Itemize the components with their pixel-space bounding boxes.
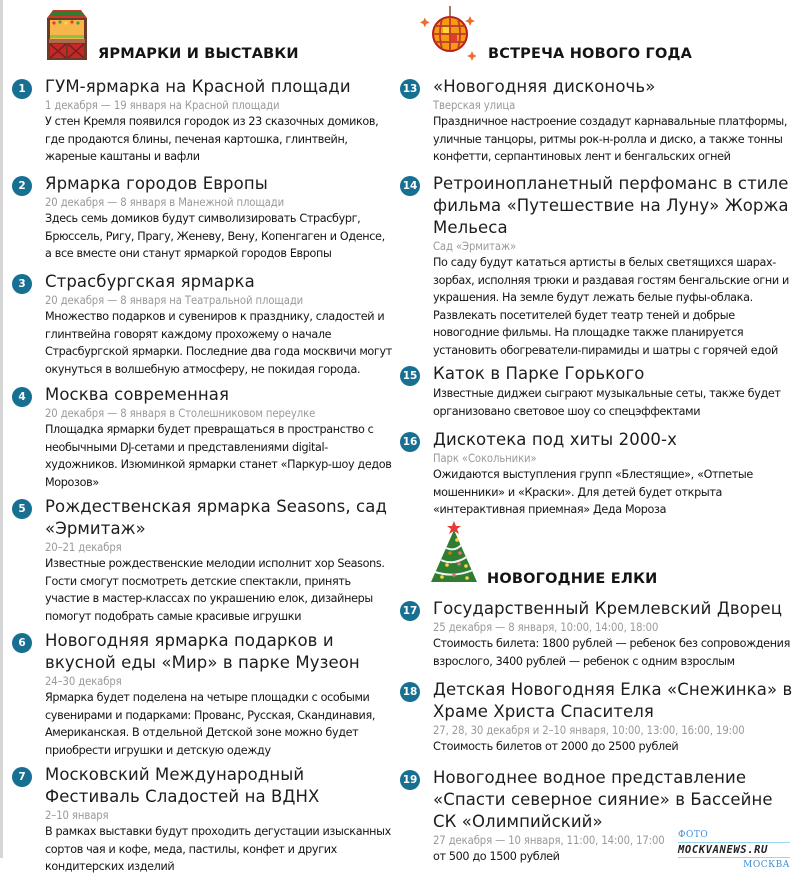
item-description: Ярмарка будет поделена на четыре площадки с особыми сувенирами и подарками: Прованс, Русская, Скандинавия, Американская. В отдельной Детской зоне можно будет приобрести игрушки и детскую одежду (45, 691, 376, 757)
item-title: Дискотека под хиты 2000-х (433, 430, 677, 449)
item-meta: 24–30 декабря (45, 675, 122, 688)
item-description: Известные диджеи сыграют музыкальные сеты, также будет организовано световое шоу со спецэффектами (433, 387, 781, 418)
item-meta: 2–10 января (45, 809, 109, 822)
item-number-badge: 18 (400, 682, 420, 702)
watermark-city: МОСКВА (743, 860, 790, 870)
item-number-badge: 1 (12, 79, 32, 99)
section-header-trees (400, 516, 795, 586)
item-title: ГУМ-ярмарка на Красной площади (45, 77, 351, 96)
watermark-site: MOCKVANEWS.RU (678, 842, 790, 858)
item-title: Каток в Парке Горького (433, 364, 645, 383)
item-number-badge: 2 (12, 176, 32, 196)
item-number-badge: 6 (12, 633, 32, 653)
item-number-badge: 14 (400, 176, 420, 196)
item-number-badge: 3 (12, 274, 32, 294)
item-number-badge: 16 (400, 432, 420, 452)
item-number-badge: 5 (12, 499, 32, 519)
item-number-badge: 17 (400, 601, 420, 621)
disco-ball-icon (420, 6, 476, 68)
item-description: Площадка ярмарки будет превращаться в пространство с необычными DJ-сетами и представлениями digital-художников. Изюминкой ярмарки станет «Паркур-шоу дедов Морозов» (45, 423, 392, 489)
item-title: Детская Новогодняя Елка «Снежинка» в Храме Христа Спасителя (433, 680, 793, 721)
item-description: Ожидаются выступления групп «Блестящие», «Отпетые мошенники» и «Краски». Для детей будет открыта «интерактивная приемная» Деда Мороза (433, 468, 753, 517)
item-description: Праздничное настроение создадут карнавальные платформы, уличные танцоры, ритмы рок-н-ролла и диско, а также тонны конфетти, серпантиновых лент и бенгальских огней (433, 115, 788, 164)
item-number-badge: 13 (400, 79, 420, 99)
section-title: НОВОГОДНИЕ ЕЛКИ (487, 571, 658, 587)
left-border (0, 0, 3, 858)
item-number-badge: 7 (12, 767, 32, 787)
item-meta: 20 декабря — 8 января в Столешниковом переулке (45, 407, 316, 420)
item-meta: 25 декабря — 8 января, 10:00, 14:00, 18:00 (433, 621, 659, 634)
item-title: Рождественская ярмарка Seasons, сад «Эрмитаж» (45, 497, 387, 538)
section-title: ЯРМАРКИ И ВЫСТАВКИ (98, 46, 299, 62)
item-title: Ярмарка городов Европы (45, 174, 268, 193)
item-description: Известные рождественские мелодии исполнит хор Seasons. Гости смогут посмотреть детские спектакли, принять участие в мастер-классах по украшению елок, дизайнеры помогут подобрать самые красивые игрушки (45, 557, 385, 623)
item-description: У стен Кремля появился городок из 23 сказочных домиков, где продаются блины, печеная картошка, глинтвейн, жареные каштаны и вафли (45, 115, 379, 164)
item-title: Московский Международный Фестиваль Сладостей на ВДНХ (45, 765, 320, 806)
photo-watermark (678, 830, 790, 870)
item-meta: Парк «Сокольники» (433, 452, 537, 465)
item-description: Стоимость билета: 1800 рублей — ребенок без сопровождения взрослого, 3400 рублей — ребенок с одним взрослым (433, 637, 790, 668)
item-meta: 20–21 декабря (45, 541, 122, 554)
item-title: Москва современная (45, 385, 229, 404)
item-number-badge: 19 (400, 770, 420, 790)
market-stall-icon (45, 8, 89, 64)
christmas-tree-icon (430, 520, 478, 588)
section-header-new-year (400, 0, 795, 70)
section-header-fairs (12, 0, 392, 70)
item-number-badge: 4 (12, 387, 32, 407)
item-title: Новогодняя ярмарка подарков и вкусной еды «Мир» в парке Музеон (45, 631, 360, 672)
item-title: Новогоднее водное представление «Спасти северное сияние» в Бассейне СК «Олимпийский» (433, 768, 773, 831)
column-fairs (12, 0, 392, 874)
item-number-badge: 15 (400, 366, 420, 386)
item-title: «Новогодняя дисконочь» (433, 77, 656, 96)
item-description: от 500 до 1500 рублей (433, 850, 560, 863)
item-description: По саду будут кататься артисты в белых светящихся шарах-зорбах, исполняя трюки и раздавая гостям бенгальские огни и украшения. На земле будут лежать белые пуфы-облака. Развлекать посетителей будет театр теней и добрые новогодние фильмы. На площадке также планируется установить обогреватели-пирамиды и шатры с горячей едой (433, 256, 789, 357)
section-title: ВСТРЕЧА НОВОГО ГОДА (488, 46, 693, 62)
item-meta: 1 декабря — 19 января на Красной площади (45, 99, 280, 112)
watermark-label: ФОТО (678, 830, 709, 840)
item-description: Множество подарков и сувениров к празднику, сладостей и глинтвейна говорят каждому прохожему о начале Страсбургской ярмарки. Последние два года москвичи могут окунуться в волшебную атмосферу, не покидая города. (45, 310, 392, 376)
item-meta: Тверская улица (433, 99, 516, 112)
item-meta: Сад «Эрмитаж» (433, 240, 517, 253)
item-title: Государственный Кремлевский Дворец (433, 599, 783, 618)
item-meta: 20 декабря — 8 января в Манежной площади (45, 196, 285, 209)
item-meta: 27 декабря — 10 января, 11:00, 14:00, 17:00 (433, 834, 665, 847)
item-title: Страсбургская ярмарка (45, 272, 255, 291)
item-description: Здесь семь домиков будут символизировать Страсбург, Брюссель, Ригу, Прагу, Женеву, Вену, Копенгаген и Оденсе, а все вместе они станут ярмаркой городов Европы (45, 212, 385, 261)
item-meta: 27, 28, 30 декабря и 2–10 января, 10:00, 13:00, 16:00, 19:00 (433, 724, 745, 737)
item-meta: 20 декабря — 8 января на Театральной площади (45, 294, 304, 307)
item-title: Ретроинопланетный перфоманс в стиле фильма «Путешествие на Луну» Жоржа Мельеса (433, 174, 789, 237)
item-description: В рамках выставки будут проходить дегустации изысканных сортов чая и кофе, меда, пастилы, конфет и других кондитерских изделий (45, 825, 391, 874)
item-description: Стоимость билетов от 2000 до 2500 рублей (433, 740, 679, 753)
